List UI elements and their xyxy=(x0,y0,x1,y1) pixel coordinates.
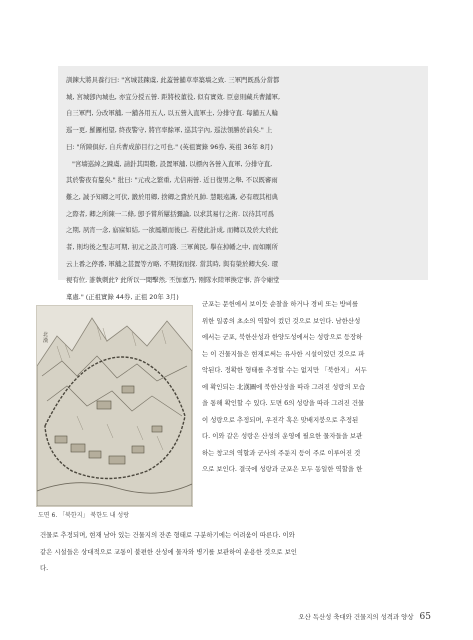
body-line: 이 성랑으로 추정되며, 우진각 혹은 맞배지붕으로 추정된 xyxy=(202,415,359,424)
body-line: 으로 보인다. 결국에 성랑과 군포은 모두 동일한 역할을 한 xyxy=(202,465,363,473)
map-figure xyxy=(36,305,193,507)
quote-line: 稟處." (正祖實錄 44券, 正祖 20年 3月) xyxy=(66,293,179,302)
page-footer xyxy=(298,612,431,622)
body-text-full xyxy=(40,527,432,577)
body-line: 에 확인되는 北漢圖에 북한산성을 따라 그려진 성랑의 모습 xyxy=(202,382,366,391)
quote-box xyxy=(58,66,428,302)
body-line: 위한 일종의 초소의 역할이 컸던 것으로 보인다. 남한산성 xyxy=(202,316,361,325)
body-line: 군포는 문헌에서 보이듯 순찰을 하거나 경비 또는 방비를 xyxy=(202,300,359,308)
quote-line: 視有位, 誰執刺此? 此所以一聞擊然, 丕加嘉乃, 刚隊水陸軍換定事, 許令廟堂 xyxy=(66,276,280,285)
fortress-map-drawing xyxy=(37,306,192,506)
page-number: 65 xyxy=(419,612,431,622)
body-line: 다. 이와 같은 성랑은 산성의 운영에 필요한 물자들을 보관 xyxy=(202,432,363,440)
quote-line: "宮墻巡綽之踈虞, 請針其問數, 設置軍舖, 以標內各營入直軍, 分排守直, xyxy=(72,159,273,168)
quote-line: 難之, 誠予知卿之可伏, 鍛於用卿, 捨卿之費於凡帥. 慧眼遠識, 必有瑕其相典 xyxy=(66,192,279,201)
svg-text:漢: 漢 xyxy=(43,338,49,344)
quote-line: 之際者, 卿之所陳一二條, 卽予嘗所屢括彌論, 以求其易行之術. 以待其可爲 xyxy=(66,209,274,218)
quote-line: 其於警夜有釐矣." 批曰: "元戎之繁重, 尤信兩營. 近日復男之舉, 不以既審雨 xyxy=(66,176,278,185)
quote-line: 之期, 夙宵一念, 寤寐如結, 一欲鳳顏而後已. 若使此計成, 而轉以及於大於此 xyxy=(66,226,279,235)
quote-line: 曰: "所陳俱好, 自兵曹成節目行之可也." (英祖實錄 96券, 英祖 36年 8月) xyxy=(66,142,274,151)
quote-line: 者, 則均後之聖志可期, 初元之設言可踐. 三軍萬民, 擧在掉幡之中, 而如剛所 xyxy=(66,243,279,252)
body-line: 하는 창고의 역할과 군사의 주둔지 등이 주로 이루어진 것 xyxy=(202,448,361,457)
quote-line: 訓鍊大將具養行曰: "宮城甚踈虞, 此蓋營舖草率築墻之致. 三軍門既爲分當都 xyxy=(66,76,280,84)
body-line: 을 통해 확인할 수 있다. 도면 6의 성랑을 따라 그려진 건물 xyxy=(202,399,365,407)
svg-text:北: 北 xyxy=(43,332,49,338)
body-line: 같은 시설들은 상대적으로 교통이 불편한 산성에 물자와 병기를 보관하여 운용한 것으로 보인 xyxy=(40,547,297,556)
body-text-right xyxy=(202,296,432,478)
quote-line: 云上番之停番, 軍舖之甚置等方略, 不期探而探. 當其時, 與有榮於卿大矣. 環 xyxy=(66,259,279,268)
body-line: 는 이 건물지들은 현재로써는 유사한 시설이었던 것으로 파 xyxy=(202,349,365,358)
quote-line: 巡一更, 羅鑼相望, 終夜警守, 將官率餘軍, 巡其宇內, 巡法領勝於前矣." 上 xyxy=(66,126,273,135)
quote-line: 城, 宮城卽內城也, 亦宜分授五營. 距將校董役, 似有實效. 臣意則藏兵曹鋪軍, xyxy=(66,92,281,101)
figure-caption: 도면 6. 「북한지」 북한도 내 성랑 xyxy=(38,512,130,519)
body-line: 건물로 추정되며, 현재 남아 있는 건물지의 잔존 형태로 구분하기에는 어려움이 따른다. 이와 xyxy=(40,531,295,539)
running-title: 오산 독산성 축대와 건물지의 성격과 양상 xyxy=(298,613,414,621)
body-line: 에서는 군포, 북한산성과 한양도성에서는 성랑으로 등장하 xyxy=(202,333,363,341)
body-line: 다. xyxy=(40,564,49,572)
quote-line: 自三軍門, 分改軍舖, 一舖各用五人, 以五營入直軍士, 分排守直. 每舖五人輪 xyxy=(66,109,279,118)
body-line: 악된다. 정확한 형태를 추정할 수는 없지만 「북한지」 서두 xyxy=(202,366,367,374)
